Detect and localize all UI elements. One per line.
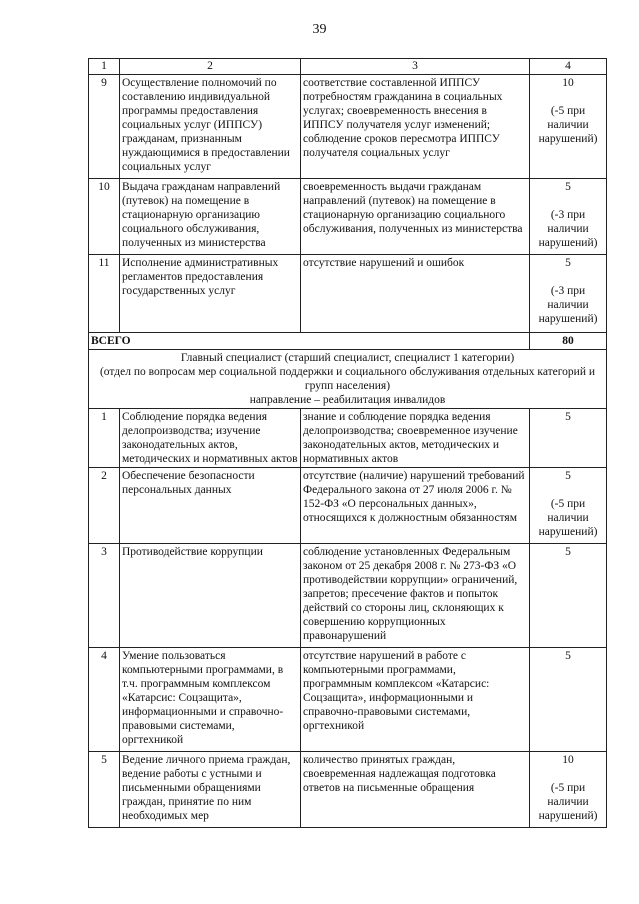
score-value: 10	[562, 754, 574, 766]
section-title: Главный специалист (старший специалист, специалист 1 категории)	[180, 352, 515, 364]
score-cell	[530, 752, 607, 828]
row-number: 3	[89, 544, 120, 648]
row-number: 2	[89, 468, 120, 544]
section-direction: направление – реабилитация инвалидов	[249, 394, 446, 406]
row-number: 10	[89, 179, 120, 255]
indicator-cell: отсутствие (наличие) нарушений требований Федерального закона от 27 июля 2006 г. № 152-ФЗ «О персональных данных», относящихся к должностным обязанностям	[301, 468, 530, 544]
score-value: 5	[565, 650, 571, 662]
indicator-cell: соответствие составленной ИППСУ потребностям гражданина в социальных услугах; своевременность внесения в ИППСУ получателя услуг изменений; соблюдение сроков пересмотра ИППСУ получателя социальных услуг	[301, 75, 530, 179]
total-value: 80	[530, 333, 607, 350]
score-cell	[530, 544, 607, 648]
indicator-cell: отсутствие нарушений и ошибок	[301, 255, 530, 333]
row-number: 1	[89, 409, 120, 468]
score-value: 10	[562, 77, 574, 89]
table-row	[89, 409, 607, 468]
table-row	[89, 648, 607, 752]
score-value: 5	[565, 546, 571, 558]
evaluation-table	[88, 58, 607, 828]
score-value: 5	[565, 257, 571, 269]
score-cell	[530, 179, 607, 255]
table-row	[89, 255, 607, 333]
criterion-cell: Обеспечение безопасности персональных данных	[120, 468, 301, 544]
section-department: (отдел по вопросам мер социальной поддержки и социального обслуживания отдельных категорий и групп населения)	[99, 366, 596, 392]
score-value: 5	[565, 411, 571, 423]
criterion-cell: Выдача гражданам направлений (путевок) на помещение в стационарную организацию социального обслуживания, полученных из министерства	[120, 179, 301, 255]
table-row	[89, 468, 607, 544]
column-number-3: 3	[301, 59, 530, 75]
criterion-cell: Соблюдение порядка ведения делопроизводства; изучение законодательных актов, методических и нормативных актов	[120, 409, 301, 468]
row-number: 5	[89, 752, 120, 828]
row-number: 4	[89, 648, 120, 752]
total-row	[89, 333, 607, 350]
score-value: 5	[565, 181, 571, 193]
score-note: (-5 при наличии нарушений)	[538, 105, 598, 145]
score-note: (-3 при наличии нарушений)	[538, 209, 598, 249]
score-cell	[530, 75, 607, 179]
score-cell	[530, 409, 607, 468]
section-header	[89, 350, 607, 409]
indicator-cell: соблюдение установленных Федеральным законом от 25 декабря 2008 г. № 273-ФЗ «О противодействии коррупции» ограничений, запретов; пресечение фактов и попыток действий со стороны лиц, склоняющих к совершению коррупционных правонарушений	[301, 544, 530, 648]
criterion-cell: Умение пользоваться компьютерными программами, в т.ч. программным комплексом «Катарсис: Соцзащита», информационными и справочно-правовыми системами, оргтехникой	[120, 648, 301, 752]
table-row	[89, 752, 607, 828]
column-number-4: 4	[530, 59, 607, 75]
indicator-cell: отсутствие нарушений в работе с компьютерными программами, программным комплексом «Катарсис: Соцзащита», информационными и справочно-правовыми системами, оргтехникой	[301, 648, 530, 752]
table-header-row	[89, 59, 607, 75]
column-number-2: 2	[120, 59, 301, 75]
criterion-cell: Исполнение административных регламентов предоставления государственных услуг	[120, 255, 301, 333]
column-number-1: 1	[89, 59, 120, 75]
score-cell	[530, 468, 607, 544]
score-value: 5	[565, 470, 571, 482]
table-row	[89, 75, 607, 179]
score-note: (-3 при наличии нарушений)	[538, 285, 598, 325]
table-row	[89, 179, 607, 255]
table-row	[89, 544, 607, 648]
indicator-cell: количество принятых граждан, своевременная надлежащая подготовка ответов на письменные обращения	[301, 752, 530, 828]
indicator-cell: своевременность выдачи гражданам направлений (путевок) на помещение в стационарную организацию социального обслуживания, полученных из министерства	[301, 179, 530, 255]
criterion-cell: Осуществление полномочий по составлению индивидуальной программы предоставления социальных услуг (ИППСУ) гражданам, признанным нуждающимися в предоставлении социальных услуг	[120, 75, 301, 179]
page-number: 39	[312, 22, 327, 37]
score-note: (-5 при наличии нарушений)	[538, 498, 598, 538]
section-header-row	[89, 350, 607, 409]
row-number: 9	[89, 75, 120, 179]
row-number: 11	[89, 255, 120, 333]
criterion-cell: Ведение личного приема граждан, ведение работы с устными и письменными обращениями граждан, принятие по ним необходимых мер	[120, 752, 301, 828]
criterion-cell: Противодействие коррупции	[120, 544, 301, 648]
score-cell	[530, 648, 607, 752]
indicator-cell: знание и соблюдение порядка ведения делопроизводства; своевременное изучение законодательных актов, методических и нормативных актов	[301, 409, 530, 468]
score-note: (-5 при наличии нарушений)	[538, 782, 598, 822]
total-label: ВСЕГО	[89, 333, 530, 350]
score-cell	[530, 255, 607, 333]
